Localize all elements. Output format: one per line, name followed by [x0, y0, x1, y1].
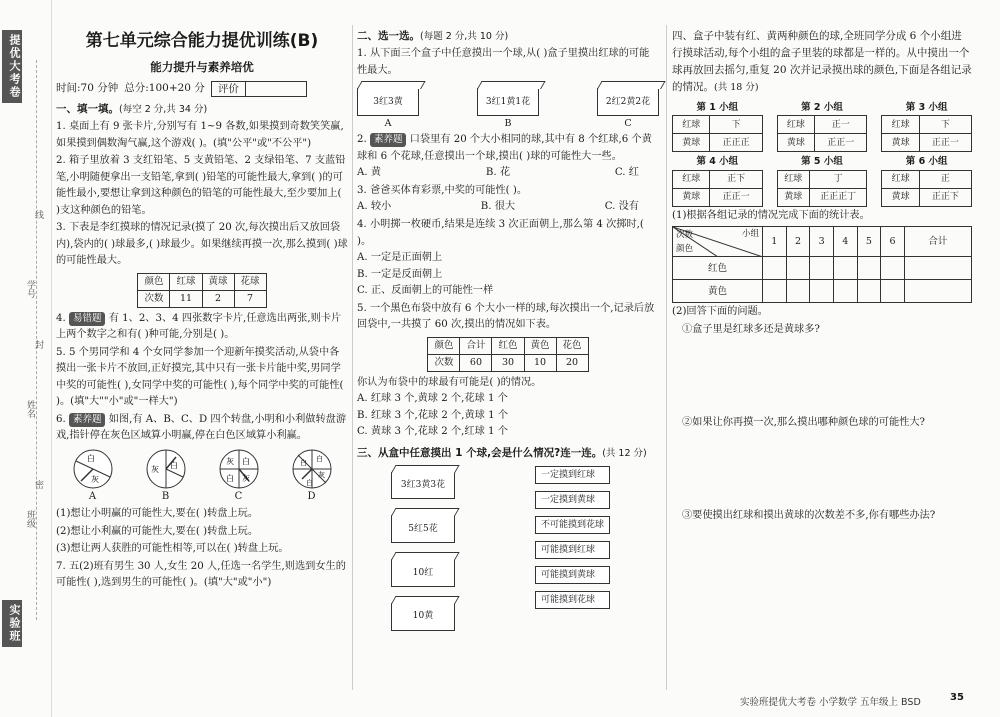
sub-question-2b: ②如果让你再摸一次,那么摸出哪种颜色球的可能性大? — [682, 416, 926, 428]
q4-option: C. 正、反面朝上的可能性一样 — [357, 285, 494, 297]
box-option-c: 2红2黄2花 C — [597, 81, 659, 131]
draw-record-table: 颜色 红球 黄球 花球 次数 11 2 7 — [137, 273, 266, 308]
group-record: 第 6 小组 红球 正 黄球 正正下 — [881, 154, 972, 206]
match-right-options — [535, 466, 610, 609]
brand-tag: 提优大考卷 — [2, 30, 22, 103]
section-heading: 二、选一选。(每题 2 分,共 10 分) — [357, 30, 509, 42]
literacy-badge: 素养题 — [370, 133, 407, 147]
box-options — [357, 81, 659, 131]
choice-question-1: 1. 从下面三个盒子中任意摸出一个球,从( )盒子里摸出红球的可能性最大。 — [357, 48, 650, 76]
spinner-d: 白 白 灰 白 D — [292, 449, 332, 505]
column-middle — [357, 0, 659, 631]
question-5: 5. 5 个男同学和 4 个女同学参加一个迎新年摸奖活动,从袋中各摸出一张卡片不放回,正好摸完,其中只有一张卡片能中奖,男同学中奖的可能性( ),女同学中奖的可能性( ),每个同学中奖的可能性( )。(填"大""小"或"一样大") — [56, 346, 344, 408]
seal-mark: 密 — [33, 480, 43, 489]
q5-option: B. 红球 3 个,花球 2 个,黄球 1 个 — [357, 409, 509, 421]
question-5-prompt: 你认为布袋中的球最有可能是( )的情况。 — [357, 376, 542, 388]
svg-text:白: 白 — [241, 456, 250, 466]
total-score: 总分:100+20 分 — [124, 82, 205, 95]
choice-question-4: 4. 小明掷一枚硬币,结果是连续 3 次正面朝上,那么第 4 次掷时,( )。 — [357, 218, 644, 247]
column-divider — [352, 25, 353, 690]
q5-option: C. 黄球 3 个,花球 2 个,红球 1 个 — [357, 426, 508, 438]
sub-question-2a: ①盒子里是红球多还是黄球多? — [682, 323, 820, 335]
svg-text:白: 白 — [305, 478, 313, 487]
page-title: 第七单元综合能力提优训练(B) — [85, 31, 319, 51]
matching-exercise — [357, 466, 659, 631]
group-record: 第 3 小组 红球 下 黄球 正正一 — [881, 100, 972, 152]
page-subtitle: 能力提升与素养培优 — [150, 59, 254, 74]
box-option-a: 3红3黄 A — [357, 81, 419, 131]
match-box[interactable]: 3红3黄3花 — [391, 472, 455, 500]
group-records — [672, 100, 972, 207]
literacy-badge: 素养题 — [69, 413, 106, 427]
question-7: 7. 五(2)班有男生 30 人,女生 20 人,任选一名学生,则选到女生的可能性( ),选到男生的可能性( )。(填"大"或"小") — [56, 560, 346, 589]
footer-text: 实验班提优大考卷 小学数学 五年级上 BSD — [740, 697, 921, 708]
error-prone-badge: 易错题 — [69, 312, 106, 326]
match-option[interactable]: 一定摸到红球 — [535, 466, 610, 484]
match-left-boxes — [357, 466, 507, 631]
svg-text:白: 白 — [169, 460, 178, 470]
column-right — [672, 0, 972, 524]
svg-text:白: 白 — [86, 453, 95, 463]
question-6-part-3: (3)想让两人获胜的可能性相等,可以在( )转盘上玩。 — [56, 543, 289, 555]
question-6-part-2: (2)想让小利赢的可能性大,要在( )转盘上玩。 — [56, 525, 259, 537]
spinner-c: 灰 白 白 灰 C — [219, 449, 259, 505]
statistics-table: 小组 次数 颜色 1 2 3 4 5 6 合计 红色 黄色 — [672, 226, 972, 303]
section-heading: 四、盒子中装有红、黄两种颜色的球,全班同学分成 6 个小组进行摸球活动,每个小组的盒子里装的球都是一样的。从中摸出一个球再放回去摇匀,重复 20 次并记录摸出球的颜色,下面是各组记录的情况。(共 18 分) — [672, 30, 972, 93]
group-record: 第 5 小组 红球 丁 黄球 正正正丁 — [777, 154, 868, 206]
group-record: 第 2 小组 红球 正一 黄球 正正一 — [777, 100, 868, 152]
question-4: 4. 易错题 有 1、2、3、4 四张数字卡片,任意选出两张,则卡片上两个数字之和有( )种可能,分别是( )。 — [56, 312, 342, 341]
q5-option: A. 红球 3 个,黄球 2 个,花球 1 个 — [357, 393, 508, 405]
question-1: 1. 桌面上有 9 张卡片,分别写有 1~9 各数,如果摸到奇数笑笑赢,如果摸到偶数淘气赢,这个游戏( )。(填"公平"或"不公平") — [56, 121, 344, 149]
draw-result-table: 颜色 合计 红色 黄色 花色 次数 60 30 10 20 — [427, 337, 588, 372]
svg-text:灰: 灰 — [90, 474, 99, 484]
match-option[interactable]: 可能摸到红球 — [535, 541, 610, 559]
field-name: 姓名 — [25, 400, 35, 418]
match-box[interactable]: 10红 — [391, 559, 455, 587]
spinner-icon — [292, 449, 332, 489]
choice-question-2: 2. 素养题 口袋里有 20 个大小相同的球,其中有 8 个红球,6 个黄球和 6 个花球,任意摸出一个球,摸出( )球的可能性大一些。 — [357, 134, 652, 162]
sub-question-2: (2)回答下面的问题。 — [672, 306, 768, 318]
q4-option: B. 一定是反面朝上 — [357, 268, 443, 280]
seal-mark: 封 — [33, 340, 43, 349]
section-heading: 一、填一填。(每空 2 分,共 34 分) — [56, 103, 208, 116]
svg-text:灰: 灰 — [150, 464, 159, 474]
question-6-part-1: (1)想让小明赢的可能性大,要在( )转盘上玩。 — [56, 508, 259, 520]
spinner-icon — [219, 449, 259, 489]
spinner-icon — [146, 449, 186, 489]
question-3: 3. 下表是李红摸球的情况记录(摸了 20 次,每次摸出后又放回袋内),袋内的( )球最多,( )球最少。如果继续再摸一次,那么摸到( )球的可能性最大。 — [56, 222, 348, 267]
column-left — [56, 0, 348, 592]
series-tag: 实验班 — [2, 600, 22, 647]
svg-text:灰: 灰 — [317, 470, 325, 479]
match-box[interactable]: 5红5花 — [391, 515, 455, 543]
stat-header-corner: 小组 次数 颜色 — [673, 227, 763, 257]
spinner-a: 白 灰 A — [73, 449, 113, 505]
spinner-row — [56, 449, 348, 505]
field-student-no: 学号 — [25, 280, 35, 298]
field-class: 班级 — [25, 510, 35, 528]
evaluation-label: 评价 — [212, 82, 246, 96]
svg-text:灰: 灰 — [225, 456, 234, 466]
spinner-icon — [73, 449, 113, 489]
svg-text:白: 白 — [299, 458, 307, 467]
svg-text:白: 白 — [225, 473, 234, 483]
question-6: 6. 素养题 如图,有 A、B、C、D 四个转盘,小明和小利做转盘游戏,指针停在灰色区域算小明赢,停在白色区域算小利赢。 — [56, 413, 347, 442]
svg-text:灰: 灰 — [241, 473, 250, 483]
group-record: 第 1 小组 红球 下 黄球 正正正 — [672, 100, 763, 152]
table-row: 黄色 — [673, 280, 972, 303]
match-option[interactable]: 不可能摸到花球 — [535, 516, 610, 534]
column-divider — [666, 25, 667, 690]
sub-question-1: (1)根据各组记录的情况完成下面的统计表。 — [672, 209, 870, 221]
question-2: 2. 箱子里放着 3 支红铅笔、5 支黄铅笔、2 支绿铅笔、7 支蓝铅笔,小明随便拿出一支铅笔,拿到( )铅笔的可能性最大,拿到( )的可能性最小,要想让拿到这种颜色的铅笔的可能性最大,至少要加上( )支这种颜色的铅笔。 — [56, 155, 346, 216]
page-number: 35 — [950, 692, 964, 703]
group-record: 第 4 小组 红球 正下 黄球 正正一 — [672, 154, 763, 206]
q2-options: A. 黄 B. 花 C. 红 — [357, 167, 639, 179]
spinner-b: 灰 白 B — [146, 449, 186, 505]
match-box[interactable]: 10黄 — [391, 603, 455, 631]
svg-text:白: 白 — [315, 454, 323, 463]
sub-question-2c: ③要使摸出红球和摸出黄球的次数差不多,你有哪些办法? — [682, 509, 936, 521]
evaluation-box[interactable] — [211, 81, 307, 97]
seal-mark: 线 — [33, 210, 43, 219]
binding-strip — [0, 0, 52, 717]
box-option-b: 3红1黄1花 B — [477, 81, 539, 131]
match-option[interactable]: 可能摸到黄球 — [535, 566, 610, 584]
q3-options: A. 较小 B. 很大 C. 没有 — [357, 201, 639, 213]
time-limit: 时间:70 分钟 — [56, 82, 119, 95]
table-row: 红色 — [673, 257, 972, 280]
choice-question-5: 5. 一个黑色布袋中放有 6 个大小一样的球,每次摸出一个,记录后放回袋中,一共摸了 60 次,摸出的情况如下表。 — [357, 302, 655, 331]
choice-question-3: 3. 爸爸买体育彩票,中奖的可能性( )。 — [357, 184, 528, 196]
q4-option: A. 一定是正面朝上 — [357, 252, 443, 264]
section-heading: 三、从盒中任意摸出 1 个球,会是什么情况?连一连。(共 12 分) — [357, 446, 647, 459]
exam-meta — [56, 80, 348, 97]
match-option[interactable]: 可能摸到花球 — [535, 591, 610, 609]
match-option[interactable]: 一定摸到黄球 — [535, 491, 610, 509]
